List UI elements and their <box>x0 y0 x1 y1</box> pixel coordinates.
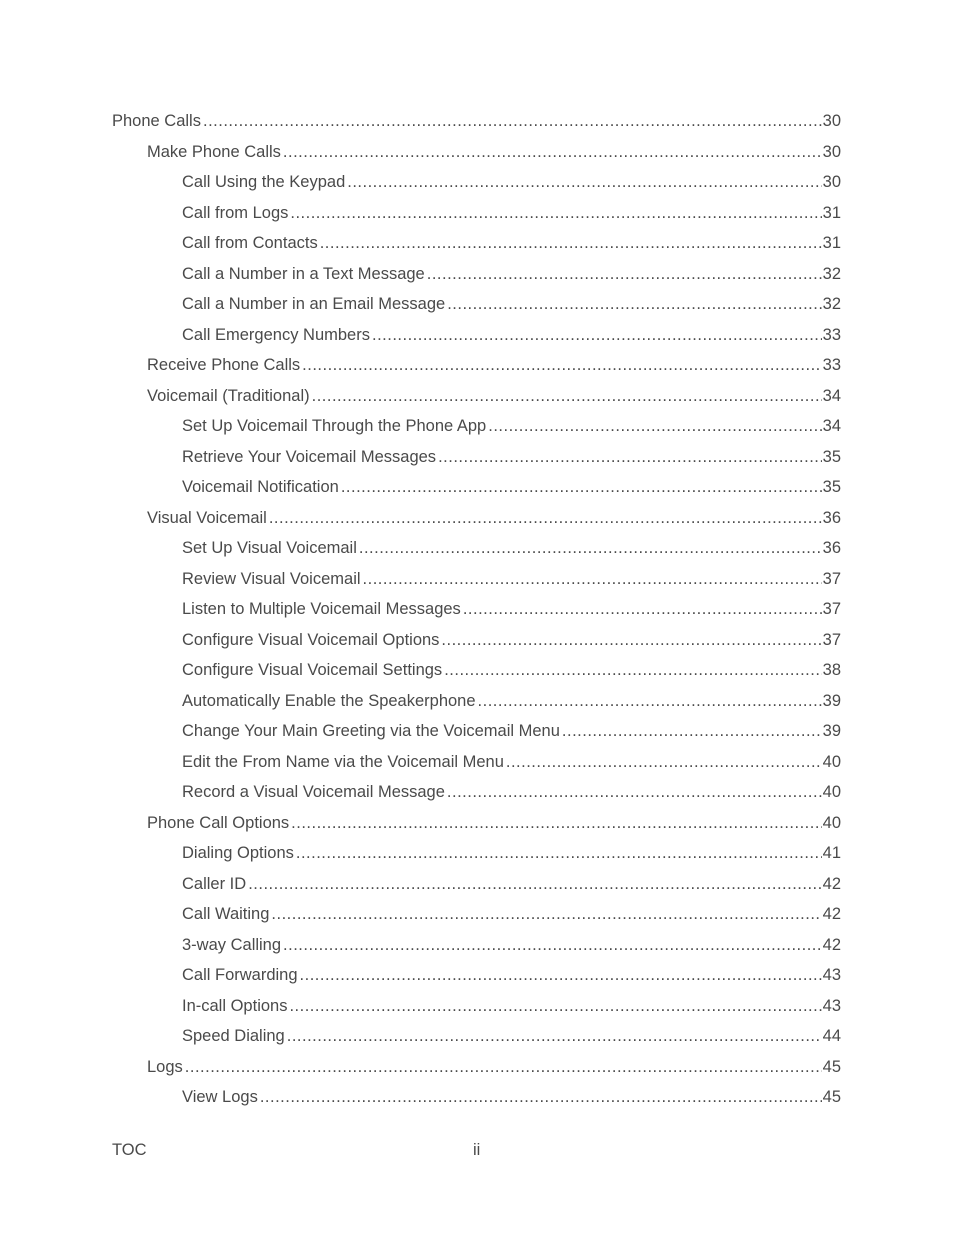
toc-dot-leader <box>291 808 821 839</box>
toc-entry-title: Dialing Options <box>182 844 294 862</box>
toc-dot-leader <box>290 198 821 229</box>
toc-entry-title: Logs <box>147 1057 183 1076</box>
toc-entry-title: Call Emergency Numbers <box>182 325 370 344</box>
toc-entry-title: Voicemail Notification <box>182 478 339 496</box>
toc-entry-page-number: 45 <box>822 1088 841 1106</box>
toc-dot-leader <box>260 1082 822 1113</box>
toc-dot-leader <box>289 991 821 1022</box>
toc-dot-leader <box>341 472 822 503</box>
toc-dot-leader <box>283 137 822 168</box>
toc-entry[interactable] <box>112 442 841 473</box>
toc-dot-leader <box>444 655 821 686</box>
toc-entry-page-number: 31 <box>822 203 841 222</box>
toc-dot-leader <box>562 716 822 747</box>
toc-entry-title: Configure Visual Voicemail Settings <box>182 661 443 679</box>
toc-dot-leader <box>438 442 822 473</box>
toc-entry[interactable] <box>112 747 841 778</box>
toc-entry[interactable] <box>112 1052 841 1083</box>
footer-page-number: ii <box>473 1141 481 1159</box>
toc-entry-title: Call Using the Keypad <box>182 173 346 191</box>
toc-entry[interactable] <box>112 320 841 351</box>
toc-entry[interactable] <box>112 808 841 839</box>
toc-entry[interactable] <box>112 411 841 442</box>
toc-entry-page-number: 42 <box>822 874 841 893</box>
toc-entry[interactable] <box>112 564 841 595</box>
toc-dot-leader <box>372 320 822 351</box>
toc-entry-title: Configure Visual Voicemail Options <box>182 630 440 649</box>
toc-entry[interactable] <box>112 106 841 137</box>
toc-entry-page-number: 31 <box>822 234 841 252</box>
toc-entry-page-number: 32 <box>822 264 841 283</box>
toc-dot-leader <box>427 259 822 290</box>
toc-entry[interactable] <box>112 960 841 991</box>
toc-entry-page-number: 32 <box>822 295 841 313</box>
toc-dot-leader <box>300 960 822 991</box>
toc-entry[interactable] <box>112 686 841 717</box>
toc-entry-title: Make Phone Calls <box>147 142 281 161</box>
toc-dot-leader <box>363 564 822 595</box>
toc-entry-page-number: 37 <box>822 630 841 649</box>
toc-dot-leader <box>296 838 822 869</box>
table-of-contents <box>112 106 841 1113</box>
toc-entry-title: Call Waiting <box>182 905 270 923</box>
toc-entry-page-number: 42 <box>822 905 841 923</box>
toc-entry[interactable] <box>112 1082 841 1113</box>
toc-entry-title: Phone Call Options <box>147 813 290 832</box>
toc-dot-leader <box>320 228 822 259</box>
toc-entry-title: In-call Options <box>182 996 288 1015</box>
toc-entry-page-number: 30 <box>822 173 841 191</box>
toc-entry-page-number: 45 <box>822 1057 841 1076</box>
toc-dot-leader <box>185 1052 822 1083</box>
toc-entry-title: Call from Logs <box>182 203 289 222</box>
toc-entry-page-number: 40 <box>822 783 841 801</box>
toc-entry-page-number: 36 <box>822 539 841 557</box>
toc-dot-leader <box>441 625 821 656</box>
toc-entry-title: Caller ID <box>182 874 247 893</box>
toc-entry-title: Set Up Voicemail Through the Phone App <box>182 417 487 435</box>
toc-entry-title: Automatically Enable the Speakerphone <box>182 691 476 710</box>
toc-entry-page-number: 40 <box>822 813 841 832</box>
toc-entry-title: 3-way Calling <box>182 935 282 954</box>
toc-entry-page-number: 41 <box>822 844 841 862</box>
toc-entry-page-number: 38 <box>822 661 841 679</box>
toc-entry-page-number: 43 <box>822 996 841 1015</box>
toc-entry-title: Edit the From Name via the Voicemail Menu <box>182 752 504 771</box>
toc-entry[interactable] <box>112 838 841 869</box>
toc-entry-title: Call from Contacts <box>182 234 318 252</box>
toc-entry[interactable] <box>112 594 841 625</box>
toc-entry-page-number: 34 <box>822 386 841 405</box>
toc-entry[interactable] <box>112 259 841 290</box>
toc-entry-title: Phone Calls <box>112 112 201 130</box>
toc-dot-leader <box>283 930 822 961</box>
toc-dot-leader <box>347 167 821 198</box>
toc-entry-page-number: 33 <box>822 356 841 374</box>
toc-dot-leader <box>447 777 822 808</box>
toc-entry-title: Voicemail (Traditional) <box>147 386 310 405</box>
toc-entry[interactable] <box>112 472 841 503</box>
toc-entry[interactable] <box>112 533 841 564</box>
toc-entry-title: Call a Number in an Email Message <box>182 295 446 313</box>
toc-dot-leader <box>312 381 822 412</box>
toc-dot-leader <box>203 106 822 137</box>
toc-entry[interactable] <box>112 991 841 1022</box>
toc-entry-page-number: 35 <box>822 447 841 466</box>
toc-entry[interactable] <box>112 655 841 686</box>
toc-entry-page-number: 36 <box>822 508 841 527</box>
toc-dot-leader <box>287 1021 822 1052</box>
toc-entry[interactable] <box>112 777 841 808</box>
toc-entry-title: Record a Visual Voicemail Message <box>182 783 445 801</box>
toc-entry-title: Speed Dialing <box>182 1027 285 1045</box>
toc-entry[interactable] <box>112 350 841 381</box>
toc-entry[interactable] <box>112 1021 841 1052</box>
toc-entry[interactable] <box>112 899 841 930</box>
toc-entry-title: View Logs <box>182 1088 258 1106</box>
toc-dot-leader <box>506 747 822 778</box>
toc-entry[interactable] <box>112 381 841 412</box>
footer-section-label: TOC <box>112 1141 147 1159</box>
toc-entry[interactable] <box>112 716 841 747</box>
toc-entry[interactable] <box>112 625 841 656</box>
toc-entry-title: Listen to Multiple Voicemail Messages <box>182 600 461 618</box>
toc-dot-leader <box>463 594 822 625</box>
toc-entry-title: Receive Phone Calls <box>147 356 301 374</box>
toc-entry-page-number: 37 <box>822 569 841 588</box>
toc-dot-leader <box>359 533 822 564</box>
toc-dot-leader <box>447 289 821 320</box>
toc-entry-page-number: 42 <box>822 935 841 954</box>
toc-entry[interactable] <box>112 167 841 198</box>
toc-entry-page-number: 37 <box>822 600 841 618</box>
toc-entry-title: Call a Number in a Text Message <box>182 264 425 283</box>
toc-entry[interactable] <box>112 930 841 961</box>
toc-entry-page-number: 44 <box>822 1027 841 1045</box>
toc-entry-title: Change Your Main Greeting via the Voicemail Menu <box>182 722 560 740</box>
toc-entry[interactable] <box>112 198 841 229</box>
toc-entry-title: Retrieve Your Voicemail Messages <box>182 447 437 466</box>
toc-entry[interactable] <box>112 228 841 259</box>
toc-entry-title: Set Up Visual Voicemail <box>182 539 357 557</box>
toc-entry[interactable] <box>112 503 841 534</box>
toc-entry-title: Review Visual Voicemail <box>182 569 361 588</box>
toc-entry-page-number: 33 <box>822 325 841 344</box>
toc-dot-leader <box>271 899 821 930</box>
toc-entry-title: Call Forwarding <box>182 966 298 984</box>
toc-entry-page-number: 39 <box>822 722 841 740</box>
toc-entry[interactable] <box>112 137 841 168</box>
toc-entry-page-number: 30 <box>822 142 841 161</box>
toc-dot-leader <box>478 686 822 717</box>
toc-dot-leader <box>488 411 821 442</box>
toc-entry[interactable] <box>112 869 841 900</box>
toc-entry-page-number: 40 <box>822 752 841 771</box>
toc-entry-page-number: 39 <box>822 691 841 710</box>
toc-entry-page-number: 35 <box>822 478 841 496</box>
toc-entry-page-number: 34 <box>822 417 841 435</box>
toc-entry-page-number: 43 <box>822 966 841 984</box>
toc-dot-leader <box>248 869 821 900</box>
toc-dot-leader <box>302 350 821 381</box>
toc-entry-title: Visual Voicemail <box>147 508 267 527</box>
toc-dot-leader <box>269 503 822 534</box>
toc-entry-page-number: 30 <box>822 112 841 130</box>
toc-entry[interactable] <box>112 289 841 320</box>
